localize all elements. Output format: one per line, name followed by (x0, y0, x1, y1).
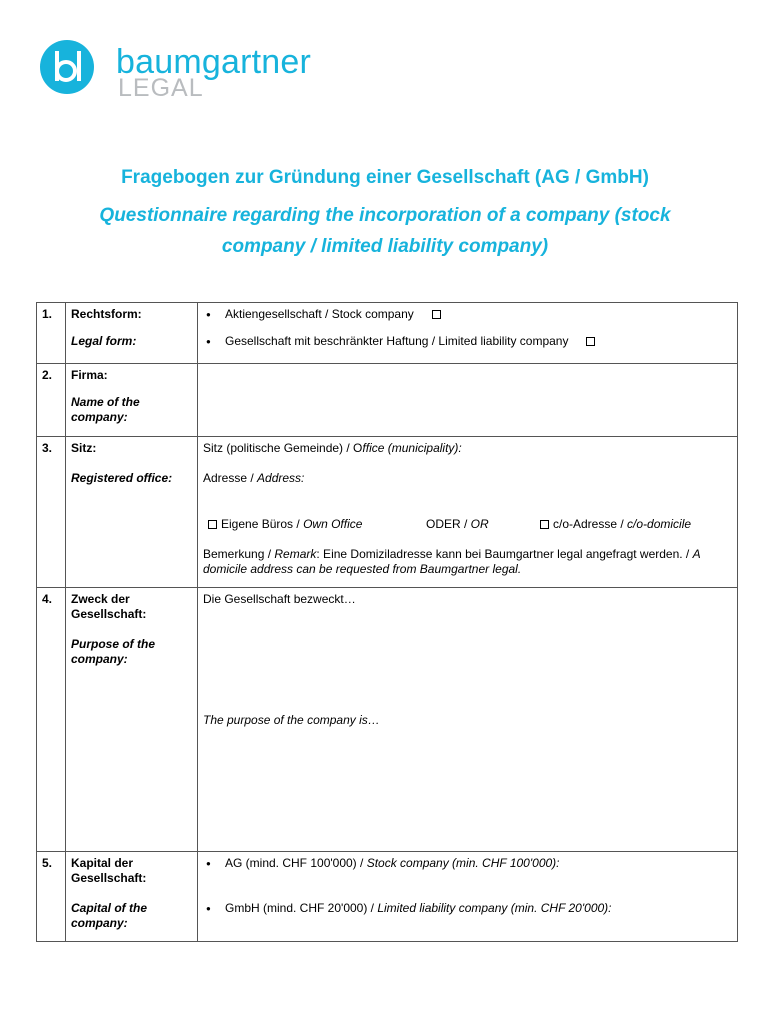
row-label (66, 588, 198, 852)
row-label (66, 437, 198, 588)
label-german: Kapital der Gesellschaft: (71, 856, 147, 885)
company-name-field[interactable] (198, 364, 738, 437)
questionnaire-table (36, 302, 738, 942)
label-german: Rechtsform: (71, 307, 142, 321)
logo-subtitle: LEGAL (118, 74, 204, 102)
label-english: Name of the company: (71, 395, 140, 424)
office-type-options (203, 517, 732, 532)
label-german: Sitz: (71, 441, 97, 455)
row-number: 5. (37, 852, 66, 942)
purpose-text-german: Die Gesellschaft bezweckt… (203, 592, 356, 606)
label-german: Firma: (71, 368, 108, 382)
logo-mark-icon (40, 40, 94, 94)
domicile-remark: Bemerkung / Remark: Eine Domiziladresse kann bei Baumgartner legal angefragt werden. / A domicile address can be requested from Baumgartner legal. (203, 547, 701, 576)
stock-company-checkbox[interactable] (432, 310, 441, 319)
logo-name: baumgartner (116, 43, 311, 81)
option-limited-liability: ● Gesellschaft mit beschränkter Haftung / Limited liability company (203, 334, 732, 349)
registered-office-fields (198, 437, 738, 588)
own-office-option[interactable]: Eigene Büros / Own Office (208, 517, 362, 532)
table-row-capital (37, 852, 738, 942)
label-english: Capital of the company: (71, 901, 148, 930)
table-row-company-name (37, 364, 738, 437)
row-number: 4. (37, 588, 66, 852)
table-row-legal-form (37, 303, 738, 364)
purpose-field[interactable] (198, 588, 738, 852)
label-english: Legal form: (71, 334, 137, 348)
option-stock-company: ● Aktiengesellschaft / Stock company (203, 307, 732, 322)
co-domicile-option[interactable]: c/o-Adresse / c/o-domicile (540, 517, 691, 532)
capital-option-gmbh[interactable]: ● GmbH (mind. CHF 20'000) / Limited liability company (min. CHF 20'000): (203, 901, 732, 916)
title-english: Questionnaire regarding the incorporation of a company (stock company / limited liability company) (99, 205, 671, 257)
row-label (66, 852, 198, 942)
municipality-line[interactable]: Sitz (politische Gemeinde) / Office (municipality): (203, 441, 462, 455)
capital-option-ag[interactable]: ● AG (mind. CHF 100'000) / Stock company (min. CHF 100'000): (203, 856, 732, 871)
own-office-checkbox[interactable] (208, 520, 217, 529)
purpose-text-english: The purpose of the company is… (203, 713, 380, 727)
label-english: Purpose of the company: (71, 637, 156, 666)
legal-form-options (198, 303, 738, 364)
row-number: 3. (37, 437, 66, 588)
title-german: Fragebogen zur Gründung einer Gesellschaft (AG / GmbH) (121, 167, 649, 188)
table-row-registered-office (37, 437, 738, 588)
or-separator: ODER / OR (426, 517, 489, 531)
row-number: 2. (37, 364, 66, 437)
row-number: 1. (37, 303, 66, 364)
address-line[interactable]: Adresse / Address: (203, 471, 305, 485)
company-logo (40, 40, 340, 104)
row-label (66, 364, 198, 437)
capital-options (198, 852, 738, 942)
row-label (66, 303, 198, 364)
co-domicile-checkbox[interactable] (540, 520, 549, 529)
table-row-purpose (37, 588, 738, 852)
limited-liability-checkbox[interactable] (586, 337, 595, 346)
label-english: Registered office: (71, 471, 173, 485)
label-german: Zweck der Gesellschaft: (71, 592, 147, 621)
